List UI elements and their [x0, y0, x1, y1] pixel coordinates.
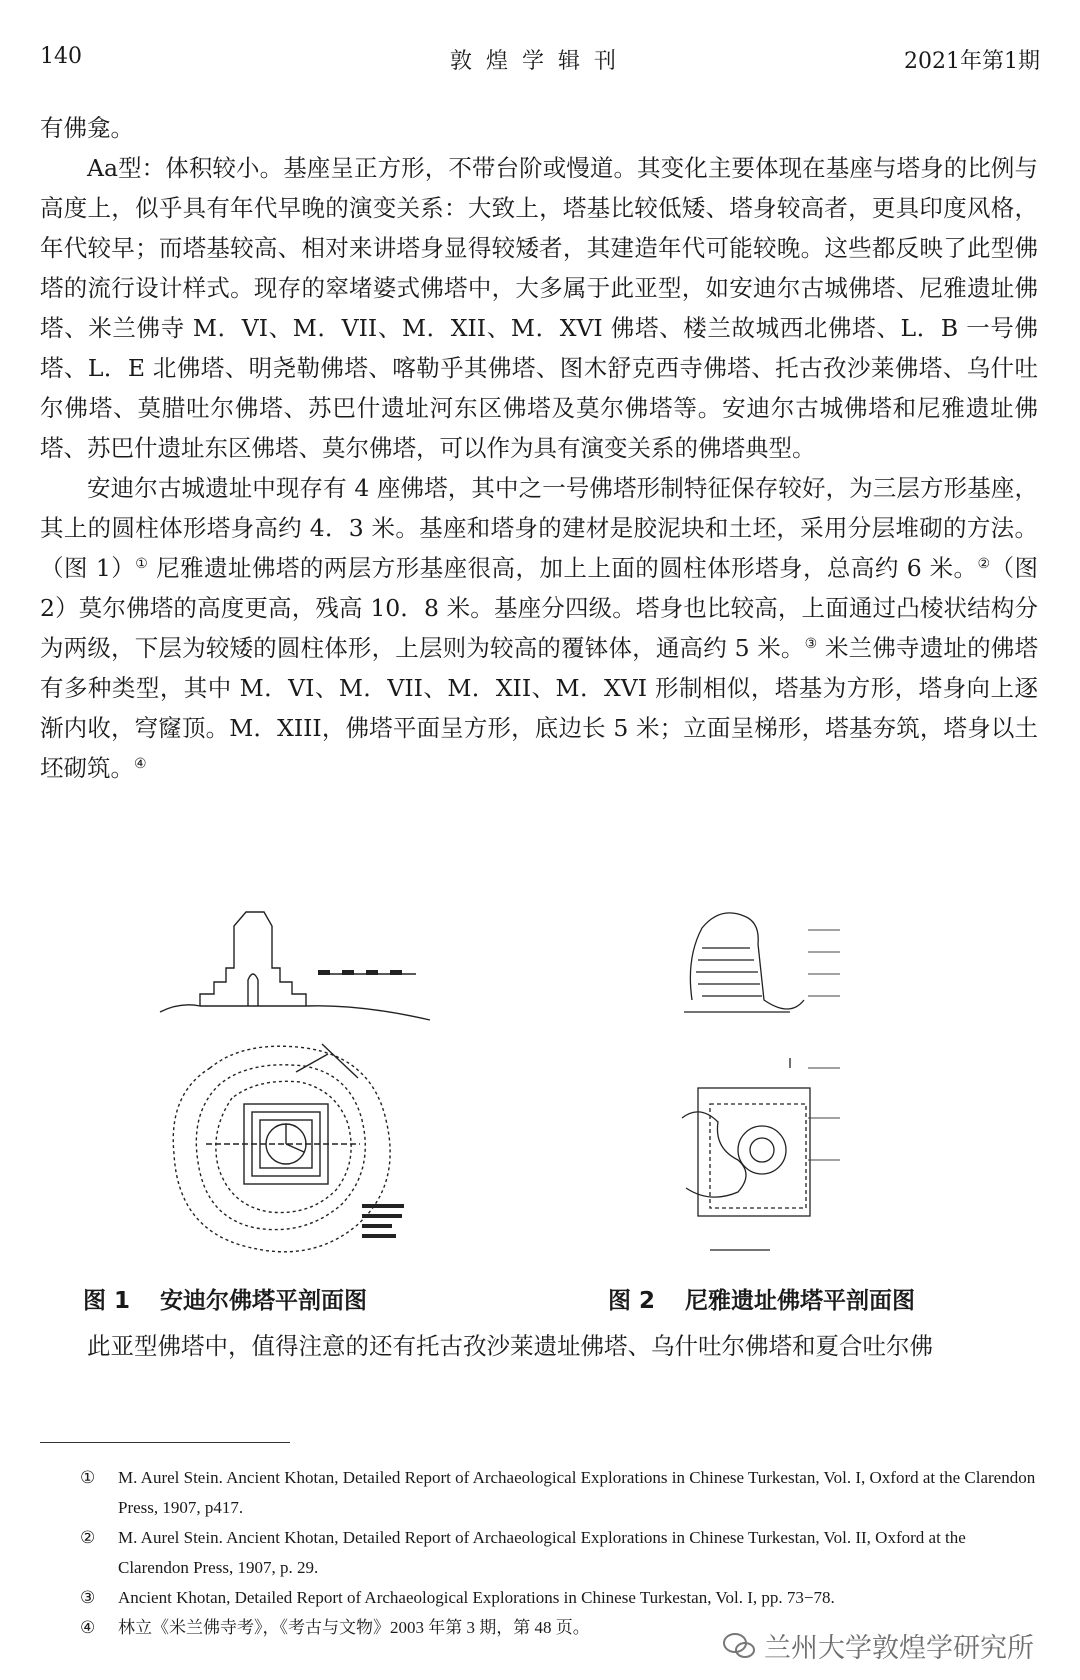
footnotes: [40, 1463, 1038, 1643]
footnote-text: Ancient Khotan, Detailed Report of Archaeological Explorations in Chinese Turkestan, Vol. I, pp. 73−78.: [118, 1588, 835, 1607]
figure-title: 安迪尔佛塔平剖面图: [160, 1288, 368, 1314]
footnote-ref[interactable]: ②: [977, 556, 991, 572]
footnote-marker: ①: [80, 1468, 96, 1487]
footnote-divider: [40, 1442, 290, 1443]
footnote: [40, 1463, 1038, 1523]
footnote-marker: ④: [80, 1618, 96, 1637]
paragraph: [40, 468, 1038, 788]
footnote-marker: ③: [80, 1588, 96, 1607]
endere-stupa-plan-section: [140, 908, 510, 1258]
footnote: [40, 1583, 1038, 1613]
figure-number: 图 2: [608, 1288, 656, 1314]
running-header: [40, 44, 1040, 84]
paragraph-text: （图 2）莫尔佛塔的高度更高，残高 10．8 米。基座分四级。塔身也比较高，上面通过凸棱状结构分为两级，下层为较矮的圆柱体形，上层则为较高的覆钵体，通高约 5 米。: [40, 554, 1038, 662]
figure-2-caption: [608, 1282, 915, 1315]
main-text: [40, 108, 1038, 788]
footnote-ref[interactable]: ①: [135, 556, 149, 572]
paragraph-text: 安迪尔古城遗址中现存有 4 座佛塔，其中之一号佛塔形制特征保存较好，为三层方形基座，其上的圆柱体形塔身高约 4．3 米。基座和塔身的建材是胶泥块和土坯，采用分层堆砌的方法。（图 1）: [40, 474, 1038, 582]
page-number: 140: [40, 44, 82, 69]
paragraph-text: 米兰佛寺遗址的佛塔有多种类型，其中 M．VI、M．VII、M．XII、M．XVI 形制相似，塔基为方形，塔身向上逐渐内收，穹窿顶。M．XIII，佛塔平面呈方形，底边长 5 米；立面呈梯形，塔基夯筑，塔身以土坯砌筑。: [40, 634, 1038, 782]
niya-stupa-plan-section: [680, 908, 960, 1258]
footnote-text: M. Aurel Stein. Ancient Khotan, Detailed Report of Archaeological Explorations in Chinese Turkestan, Vol. II, Oxford at the Clarendon Press, 1907, p. 29.: [118, 1528, 966, 1577]
paragraph: 此亚型佛塔中，值得注意的还有托古孜沙莱遗址佛塔、乌什吐尔佛塔和夏合吐尔佛: [87, 1332, 933, 1360]
footnote-ref[interactable]: ③: [804, 636, 818, 652]
footnote-text: M. Aurel Stein. Ancient Khotan, Detailed Report of Archaeological Explorations in Chinese Turkestan, Vol. I, Oxford at the Clarendon Press, 1907, p417.: [118, 1468, 1036, 1517]
figure-2-drawing: [680, 908, 960, 1258]
wechat-icon: [722, 1632, 756, 1667]
main-text-continued: [40, 1326, 1038, 1366]
footnote-ref[interactable]: ④: [134, 756, 147, 772]
figure-1-drawing: [140, 908, 510, 1258]
figure-number: 图 1: [83, 1288, 131, 1314]
footnote: [40, 1523, 1038, 1583]
journal-title: 敦煌学辑刊: [449, 49, 630, 74]
paragraph: Aa型：体积较小。基座呈正方形，不带台阶或慢道。其变化主要体现在基座与塔身的比例与高度上，似乎具有年代早晚的演变关系：大致上，塔基比较低矮、塔身较高者，更具印度风格，年代较早；而塔基较高、相对来讲塔身显得较矮者，其建造年代可能较晚。这些都反映了此型佛塔的流行设计样式。现存的窣堵婆式佛塔中，大多属于此亚型，如安迪尔古城佛塔、尼雅遗址佛塔、米兰佛寺 M．VI、M．VII、M．XII、M．XVI 佛塔、楼兰故城西北佛塔、L．B 一号佛塔、L．E 北佛塔、明尧勒佛塔、喀勒乎其佛塔、图木舒克西寺佛塔、托古孜沙莱佛塔、乌什吐尔佛塔、莫腊吐尔佛塔、苏巴什遗址河东区佛塔及莫尔佛塔等。安迪尔古城佛塔和尼雅遗址佛塔、苏巴什遗址东区佛塔、莫尔佛塔，可以作为具有演变关系的佛塔典型。: [40, 154, 1038, 462]
watermark-text: 兰州大学敦煌学研究所: [764, 1633, 1034, 1664]
paragraph: 有佛龛。: [40, 114, 134, 142]
figure-title: 尼雅遗址佛塔平剖面图: [685, 1288, 916, 1314]
journal-issue: 2021年第1期: [904, 49, 1040, 74]
figure-1-caption: [83, 1282, 367, 1315]
paragraph-text: 尼雅遗址佛塔的两层方形基座很高，加上上面的圆柱体形塔身，总高约 6 米。: [148, 554, 978, 582]
watermark: [722, 1626, 1034, 1667]
footnote-marker: ②: [80, 1528, 96, 1547]
footnote-text: 林立《米兰佛寺考》，《考古与文物》2003 年第 3 期，第 48 页。: [118, 1618, 590, 1637]
